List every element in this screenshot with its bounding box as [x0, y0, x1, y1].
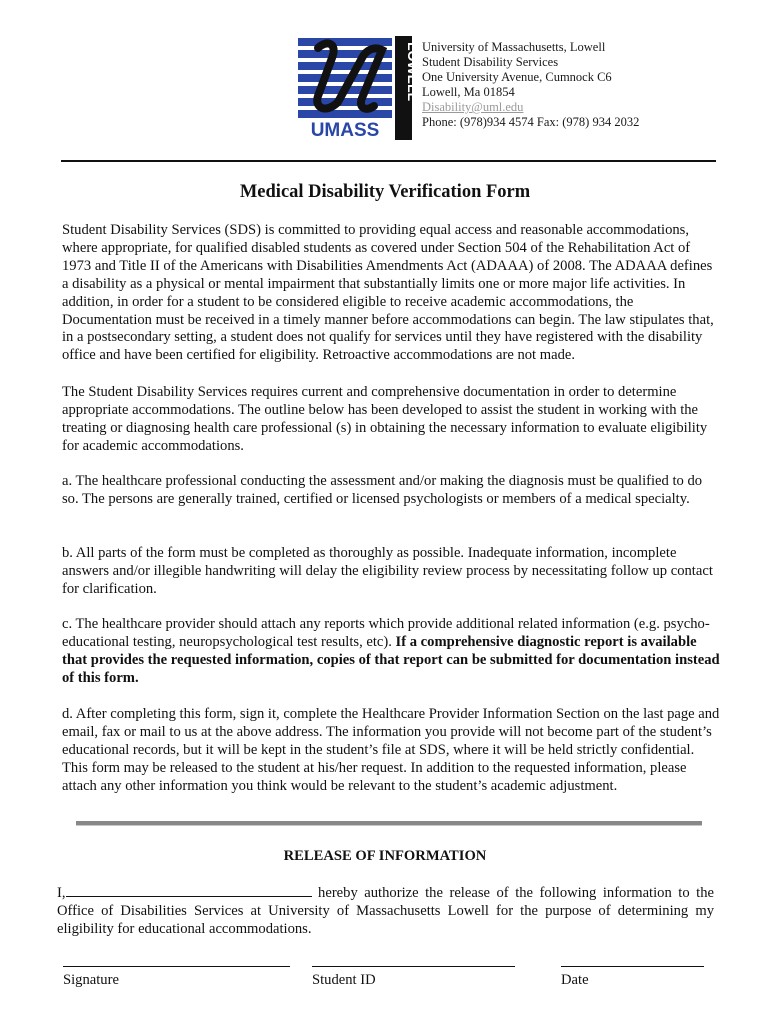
item-a-paragraph: a. The healthcare professional conducting the assessment and/or making the diagnosis must be qualified to do so. The persons are generally trained, certified or licensed psychologists or members of a medical specialty. — [62, 473, 703, 507]
address-line: Student Disability Services — [422, 55, 559, 69]
signature-label: Signature — [63, 972, 119, 988]
section-divider — [76, 821, 702, 826]
release-title: RELEASE OF INFORMATION — [283, 848, 487, 864]
logo-umass-text: UMASS — [310, 120, 380, 141]
address-line: University of Massachusetts, Lowell — [422, 40, 606, 54]
student-id-field[interactable] — [312, 966, 515, 967]
item-c-text: c. The healthcare provider should attach any reports which provide additional related information (e.g. psycho-educational testing, neuropsychological test results, etc). — [62, 616, 710, 650]
header-divider — [61, 160, 716, 162]
logo-lowell-text: LOWELL — [405, 42, 421, 102]
form-title: Medical Disability Verification Form — [239, 182, 531, 202]
address-line: One University Avenue, Cumnock C6 — [422, 70, 612, 84]
release-statement — [57, 884, 714, 938]
signature-field[interactable] — [63, 966, 290, 967]
item-d-paragraph: d. After completing this form, sign it, complete the Healthcare Provider Information Section on the last page and email, fax or mail to us at the above address. The information you provide will not become part of the student’s educational records, but it will be kept in the student’s file at SDS, where it will be held strictly confidential. This form may be released to the student at his/her request. In addition to the requested information, please attach any other information you think would be relevant to the student’s academic adjustment. — [62, 706, 720, 794]
address-line: Lowell, Ma 01854 — [422, 85, 515, 99]
umass-lowell-logo — [296, 36, 421, 141]
release-text: hereby authorize the release of the following information to the Office of Disabilities Services at University of Massachusetts Lowell for the purpose of determining my eligibility for educational accommodations. — [57, 885, 714, 937]
address-block — [422, 40, 639, 130]
item-c-paragraph — [62, 616, 722, 688]
release-prefix: I, — [57, 885, 66, 901]
date-field[interactable] — [561, 966, 704, 967]
name-blank-field[interactable] — [66, 884, 312, 897]
item-c-bold-text: If a comprehensive diagnostic report is available that provides the requested information, copies of that report can be submitted for documentation instead of this form. — [62, 633, 720, 686]
requirements-paragraph: The Student Disability Services requires current and comprehensive documentation in order to determine appropriate accommodations. The outline below has been developed to assist the student in working with the treating or diagnosing health care professional (s) in obtaining the necessary information to evaluate eligibility for academic accommodations. — [62, 384, 708, 454]
phone-fax: Phone: (978)934 4574 Fax: (978) 934 2032 — [422, 115, 640, 129]
email-link[interactable]: Disability@uml.edu — [422, 100, 524, 114]
intro-paragraph: Student Disability Services (SDS) is committed to providing equal access and reasonable accommodations, where appropriate, for qualified disabled students as covered under Section 504 of the Rehabilitation Act of 1973 and Title II of the Americans with Disabilities Amendments Act (ADAAA) of 2008. The ADAAA defines a disability as a physical or mental impairment that substantially limits one or more major life activities. In addition, in order for a student to be considered eligible to receive academic accommodations, the Documentation must be received in a timely manner before accommodations can begin. The law stipulates that, in a postsecondary setting, a student does not qualify for services until they have registered with the disability office and have been certified for eligibility. Retroactive accommodations are not made. — [62, 222, 714, 364]
item-b-paragraph: b. All parts of the form must be completed as thoroughly as possible. Inadequate information, incomplete answers and/or illegible handwriting will delay the eligibility review process by necessitating follow up contact for clarification. — [62, 545, 713, 597]
date-label: Date — [561, 972, 589, 988]
student-id-label: Student ID — [312, 972, 376, 988]
